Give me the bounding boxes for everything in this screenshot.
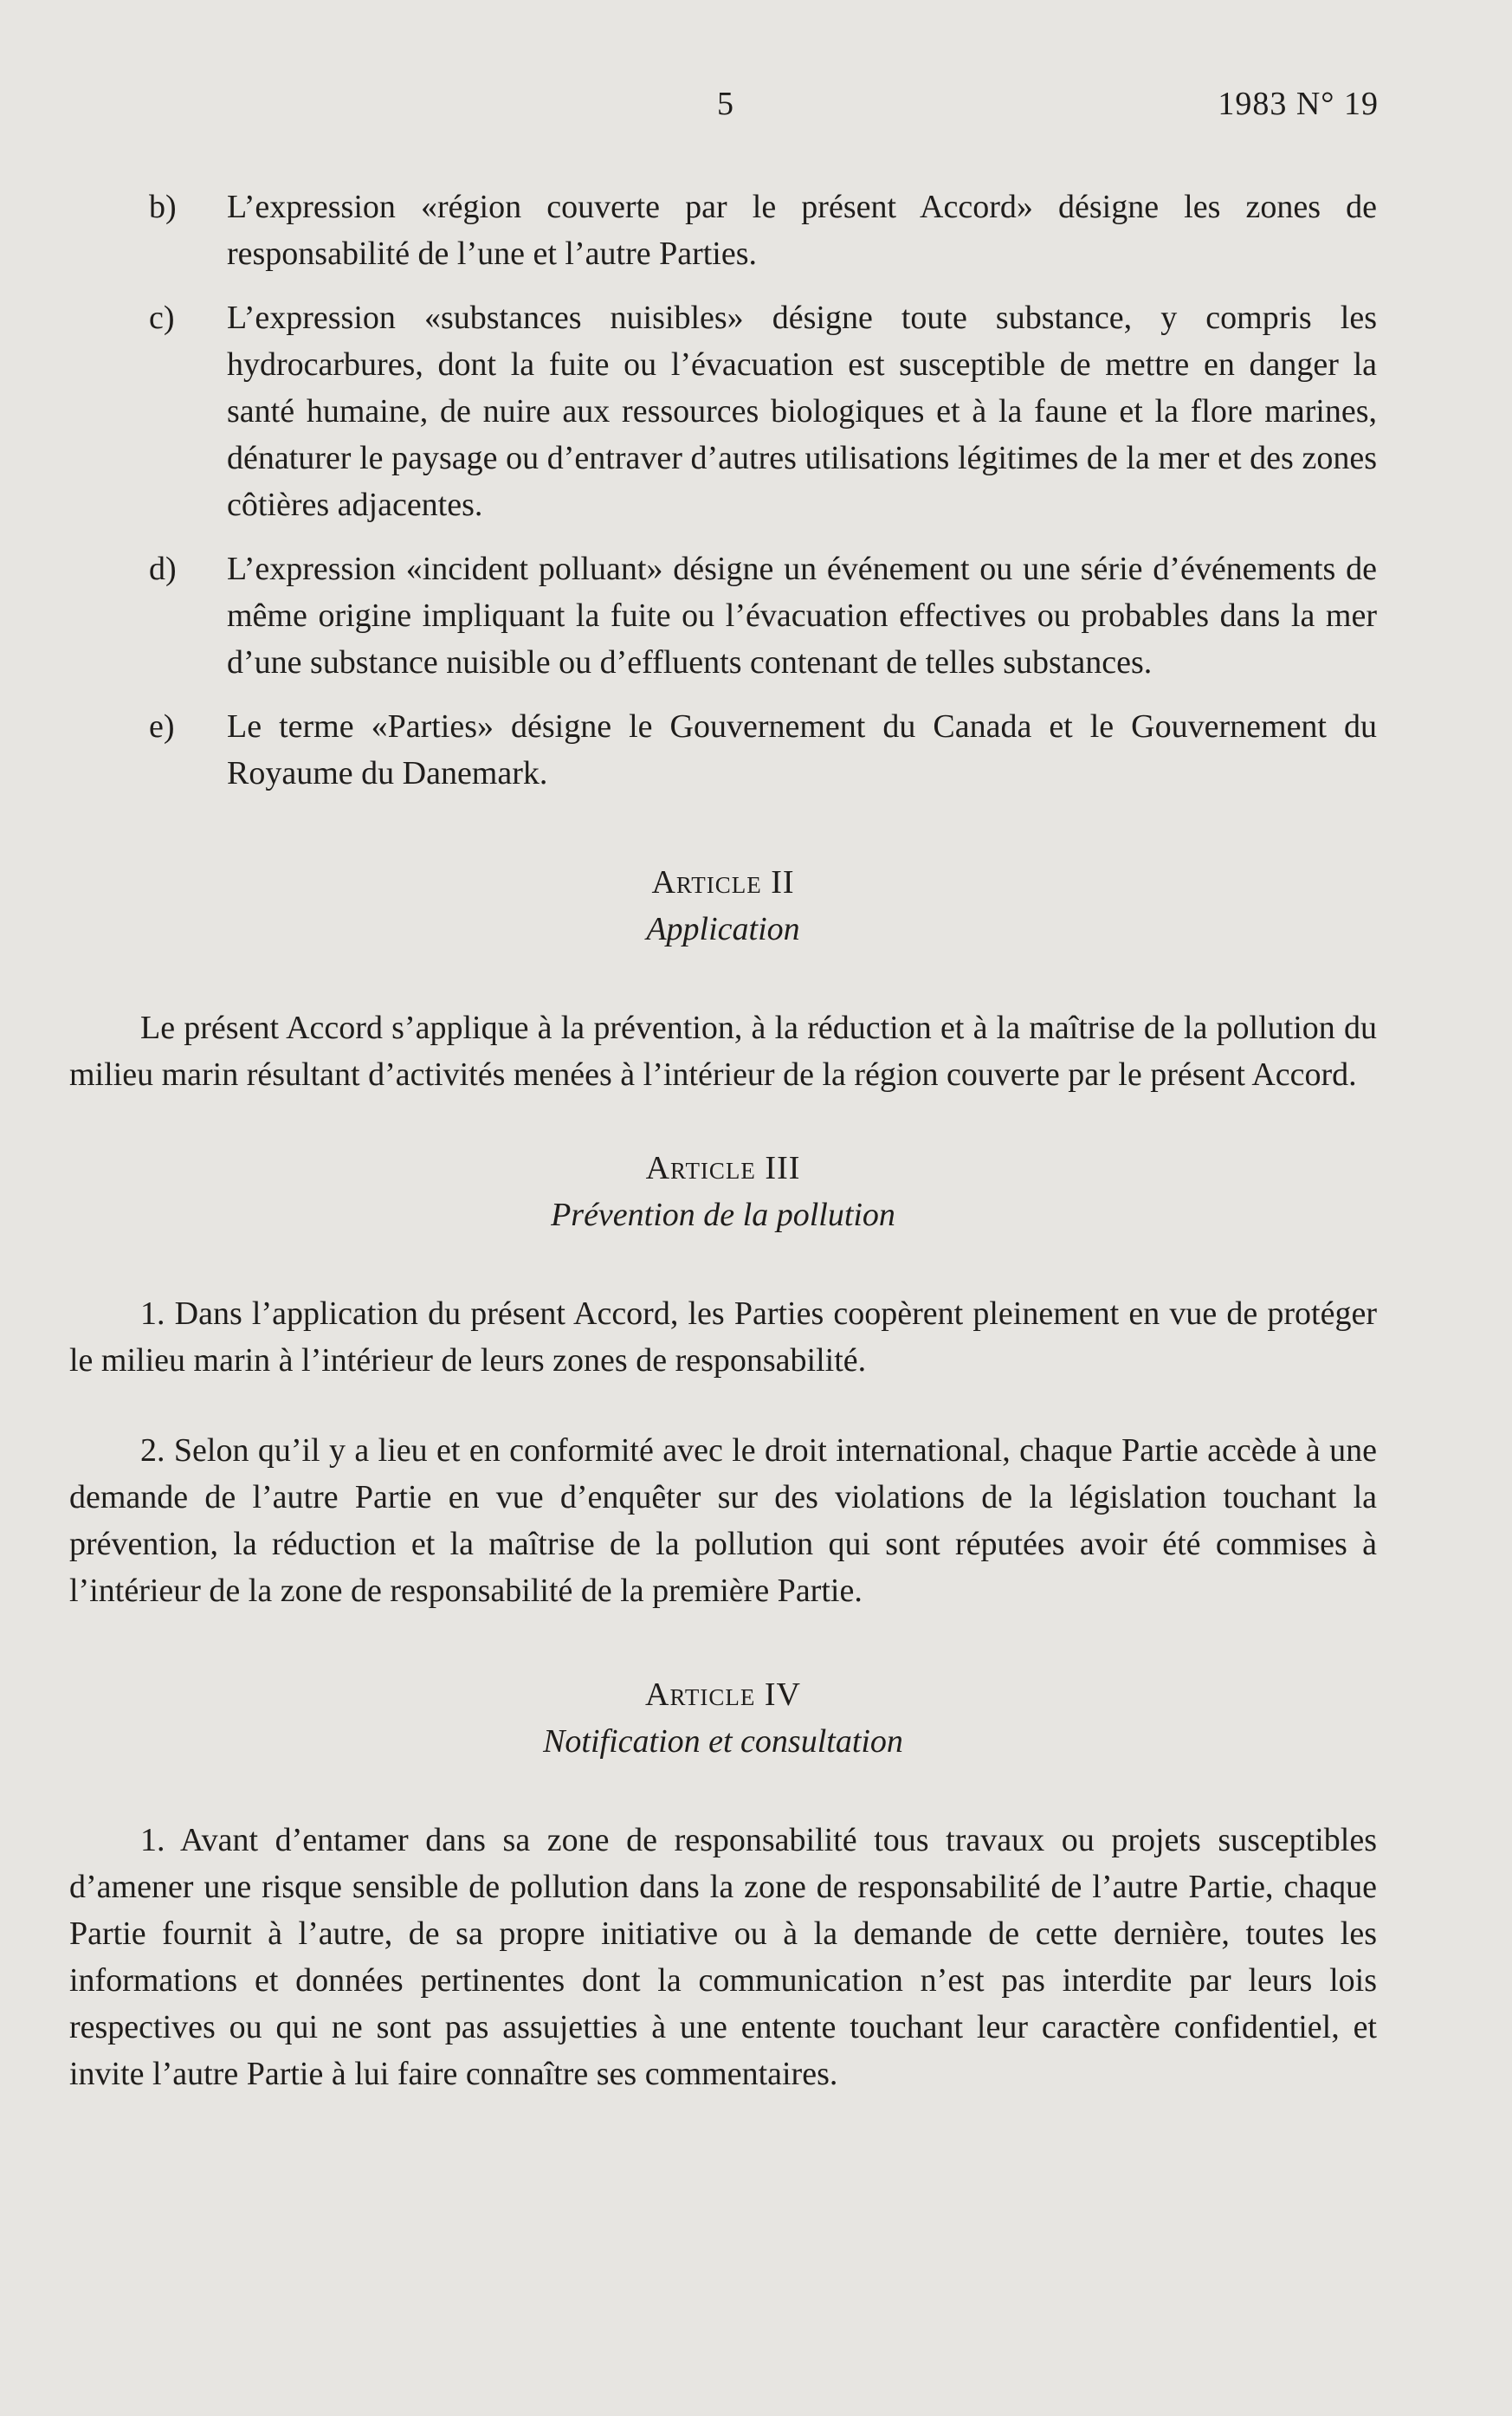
definition-item (69, 184, 1377, 277)
article-4-paragraph-1: 1. Avant d’entamer dans sa zone de responsabilité tous travaux ou projets susceptibles d’amener une risque sensible de pollution dans la zone de responsabilité de l’autre Partie, chaque Partie fournit à l’autre, de sa propre initiative ou à la demande de cette dernière, toutes les informations et données pertinentes dont la communication n’est pas interdite par leurs lois respectives ou qui ne sont pas assujetties à une entente touchant leur caractère confidentiel, et invite l’autre Partie à lui faire connaître ses commentaires. (69, 1822, 1377, 2092)
definition-item (69, 703, 1377, 797)
treaty-reference: 1983 N° 19 (1218, 86, 1379, 122)
article-2-title: Application (646, 911, 800, 947)
definition-label: c) (149, 300, 175, 336)
definition-text: L’expression «incident polluant» désigne un événement ou une série d’événements de même origine impliquant la fuite ou l’évacuation effectives ou probables dans la mer d’une substance nuisible ou d’effluents contenant de telles substances. (227, 551, 1377, 681)
page-number: 5 (717, 86, 733, 122)
article-3-paragraph-1: 1. Dans l’application du présent Accord, les Parties coopèrent pleinement en vue de protéger le milieu marin à l’intérieur de leurs zones de responsabilité. (69, 1295, 1377, 1379)
article-2-heading: Article II (651, 864, 795, 901)
article-3-paragraph-2: 2. Selon qu’il y a lieu et en conformité avec le droit international, chaque Partie accède à une demande de l’autre Partie en vue d’enquêter sur des violations de la législation touchant la prévention, la réduction et la maîtrise de la pollution qui sont réputées avoir été commises à l’intérieur de la zone de responsabilité de la première Partie. (69, 1432, 1377, 1609)
definition-text: Le terme «Parties» désigne le Gouvernement du Canada et le Gouvernement du Royaume du Danemark. (227, 708, 1377, 791)
definition-text: L’expression «substances nuisibles» désigne toute substance, y compris les hydrocarbures, dont la fuite ou l’évacuation est susceptible de mettre en danger la santé humaine, de nuire aux ressources biologiques et à la faune et la flore marines, dénaturer le paysage ou d’entraver d’autres utilisations légitimes de la mer et des zones côtières adjacentes. (227, 300, 1377, 523)
article-3-title: Prévention de la pollution (551, 1197, 895, 1233)
definition-label: d) (149, 551, 177, 587)
page-body (69, 184, 1377, 2097)
definition-item (69, 546, 1377, 686)
definition-label: e) (149, 708, 175, 745)
article-2-paragraph: Le présent Accord s’applique à la prévention, à la réduction et à la maîtrise de la pollution du milieu marin résultant d’activités menées à l’intérieur de la région couverte par le présent Accord. (69, 1010, 1377, 1093)
definition-item (69, 294, 1377, 528)
article-4-heading: Article IV (645, 1676, 801, 1713)
article-4-title: Notification et consultation (543, 1723, 903, 1760)
definition-text: L’expression «région couverte par le présent Accord» désigne les zones de responsabilité de l’une et l’autre Parties. (227, 189, 1377, 272)
definition-label: b) (149, 189, 177, 225)
article-3-heading: Article III (645, 1150, 801, 1186)
